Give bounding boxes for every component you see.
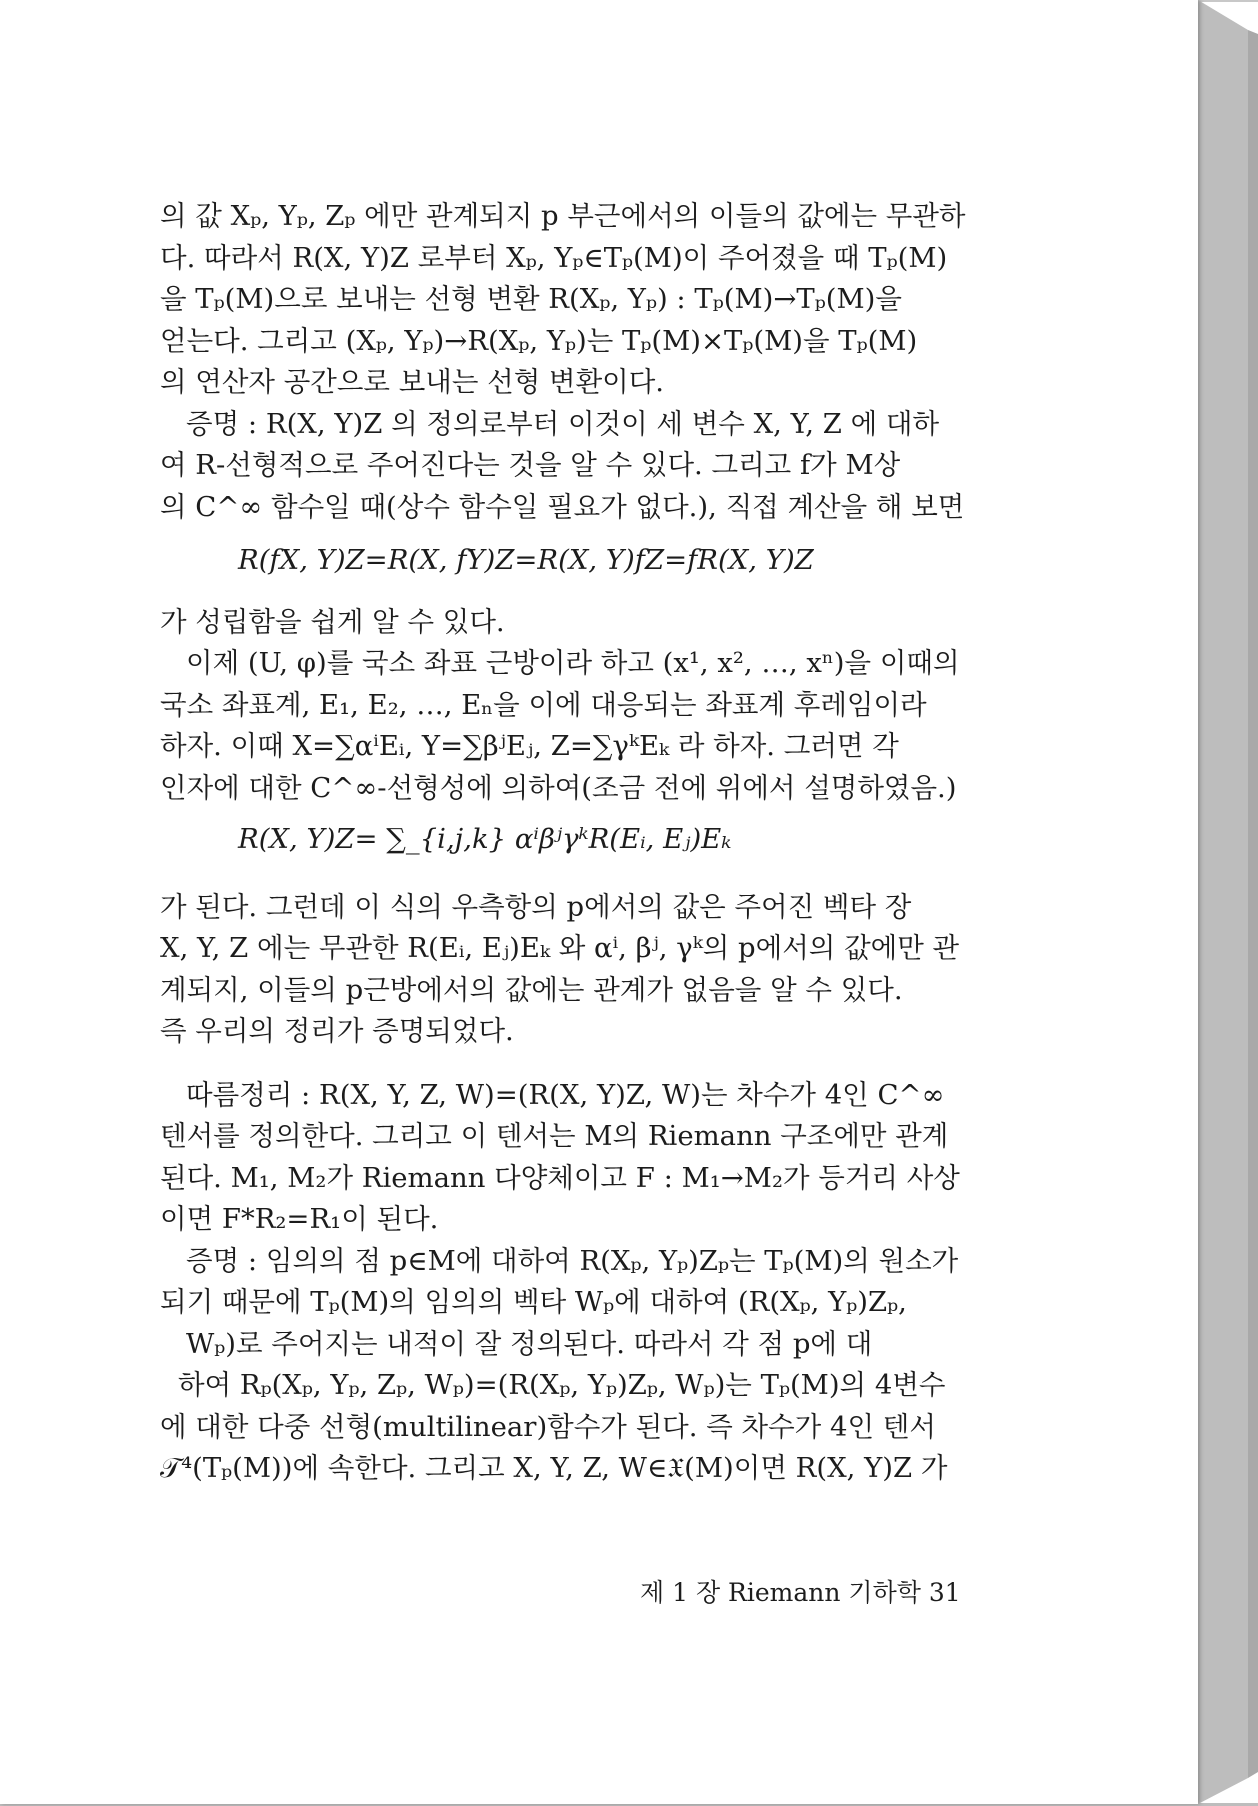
text-line: 의 연산자 공간으로 보내는 선형 변환이다.	[160, 366, 665, 398]
text-line: 여 R-선형적으로 주어진다는 것을 알 수 있다. 그리고 f가 M상	[160, 449, 901, 481]
text-line: 국소 좌표계, E₁, E₂, …, Eₙ을 이에 대응되는 좌표계 후레임이라	[160, 688, 927, 721]
text-line: 얻는다. 그리고 (Xₚ, Yₚ)→R(Xₚ, Yₚ)는 Tₚ(M)×Tₚ(M)을 Tₚ(M)	[160, 324, 918, 357]
page-footer: 제 1 장 Riemann 기하학 31	[640, 1578, 961, 1607]
text-line: 하자. 이때 X=∑αⁱEᵢ, Y=∑βʲEⱼ, Z=∑γᵏEₖ 라 하자. 그러면 각	[160, 730, 899, 762]
text-line: 인자에 대한 C^∞-선형성에 의하여(조금 전에 위에서 설명하였음.)	[160, 771, 957, 804]
text-line: 𝒯⁴(Tₚ(M))에 속한다. 그리고 X, Y, Z, W∈𝔛(M)이면 R(X, Y)Z 가	[160, 1452, 948, 1484]
text-line: 에 대한 다중 선형(multilinear)함수가 된다. 즉 차수가 4인 텐서	[160, 1410, 936, 1443]
text-line: 되기 때문에 Tₚ(M)의 임의의 벡타 Wₚ에 대하여 (R(Xₚ, Yₚ)Zₚ,	[160, 1286, 907, 1318]
text-line: 계되지, 이들의 p근방에서의 값에는 관계가 없음을 알 수 있다.	[160, 973, 903, 1006]
text-line: 텐서를 정의한다. 그리고 이 텐서는 M의 Riemann 구조에만 관계	[160, 1120, 949, 1152]
text-line: Wₚ)로 주어지는 내적이 잘 정의된다. 따라서 각 점 p에 대	[186, 1327, 873, 1360]
proof-line: 증명 : 임의의 점 p∈M에 대하여 R(Xₚ, Yₚ)Zₚ는 Tₚ(M)의 원소가	[186, 1244, 959, 1277]
equation-1: R(fX, Y)Z=R(X, fY)Z=R(X, Y)fZ=fR(X, Y)Z	[238, 544, 814, 576]
text-line: 의 값 Xₚ, Yₚ, Zₚ 에만 관계되지 p 부근에서의 이들의 값에는 무관하	[160, 200, 966, 232]
text-line: 이제 (U, φ)를 국소 좌표 근방이라 하고 (x¹, x², …, xⁿ)을 이때의	[186, 647, 960, 679]
equation-2: R(X, Y)Z= ∑_{i,j,k} αⁱβʲγᵏR(Eᵢ, Eⱼ)Eₖ	[238, 823, 732, 855]
text-line: 가 성립함을 쉽게 알 수 있다.	[160, 605, 505, 638]
text-line: X, Y, Z 에는 무관한 R(Eᵢ, Eⱼ)Eₖ 와 αⁱ, βʲ, γᵏ의 p에서의 값에만 관	[160, 932, 960, 964]
text-line: 된다. M₁, M₂가 Riemann 다양체이고 F : M₁→M₂가 등거리 사상	[160, 1161, 960, 1194]
text-line: 하여 Rₚ(Xₚ, Yₚ, Zₚ, Wₚ)=(R(Xₚ, Yₚ)Zₚ, Wₚ)는 Tₚ(M)의 4변수	[178, 1369, 946, 1401]
text-line: 의 C^∞ 함수일 때(상수 함수일 필요가 없다.), 직접 계산을 해 보면	[160, 490, 965, 523]
corollary-line: 따름정리 : R(X, Y, Z, W)=(R(X, Y)Z, W)는 차수가 4인 C^∞	[186, 1078, 945, 1111]
text-line: 을 Tₚ(M)으로 보내는 선형 변환 R(Xₚ, Yₚ) : Tₚ(M)→Tₚ(M)을	[160, 283, 902, 315]
text-line: 즉 우리의 정리가 증명되었다.	[160, 1015, 514, 1047]
text-line: 가 된다. 그런데 이 식의 우측항의 p에서의 값은 주어진 벡타 장	[160, 890, 912, 923]
text-line: 이면 F*R₂=R₁이 된다.	[160, 1203, 439, 1235]
paragraph-gap	[160, 1053, 980, 1075]
text-line: 다. 따라서 R(X, Y)Z 로부터 Xₚ, Yₚ∈Tₚ(M)이 주어졌을 때 Tₚ(M)	[160, 241, 948, 274]
page-body	[160, 196, 980, 1490]
proof-line: 증명 : R(X, Y)Z 의 정의로부터 이것이 세 변수 X, Y, Z 에 대하	[186, 407, 940, 440]
